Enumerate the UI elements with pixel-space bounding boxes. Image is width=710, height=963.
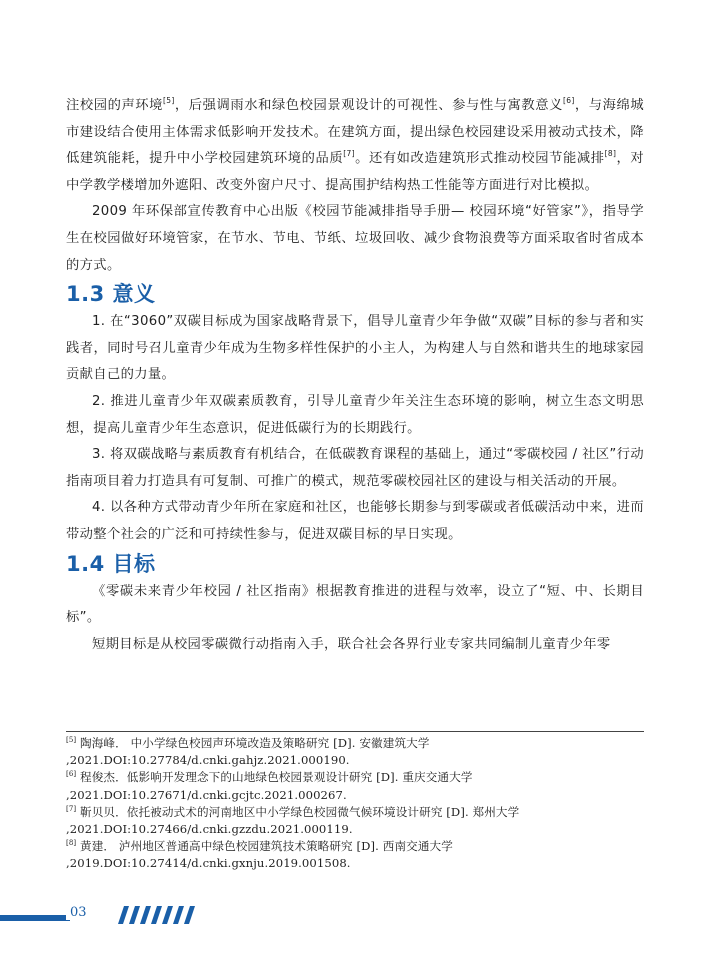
text-run: 注校园的声环境 [66, 98, 164, 113]
text-run: ，后强调雨水和绿色校园景观设计的可视性、参与性与寓教意义 [174, 98, 564, 113]
text-run: ，与海绵城市建设结合使用主体需求低影响开发技术。在建筑方面，提出绿色校园建设采用被动式技术，降低建筑能耗，提升中小学校园建筑环境的品质 [66, 98, 645, 167]
footnote-number: [8] [66, 839, 77, 848]
footnote-5 [66, 735, 644, 769]
significance-item-1: 1. 在“3060”双碳目标成为国家战略背景下，倡导儿童青少年争做“双碳”目标的参与者和实践者，同时号召儿童青少年成为生物多样性保护的小主人，为构建人与自然和谐共生的地球家园贡献自己的力量。 [66, 314, 644, 383]
footnote-text: 靳贝贝．依托被动式术的河南地区中小学绿色校园微气候环境设计研究 [D]. 郑州大学 ,2021.DOI:10.27466/d.cnki.gzzdu.2021.000119. [66, 804, 520, 837]
footnote-ref[interactable]: [7] [343, 149, 355, 159]
page-footer [0, 897, 710, 937]
goals-paragraph-1: 《零碳未来青少年校园 / 社区指南》根据教育推进的进程与效率，设立了“短、中、长期目标”。 [66, 583, 644, 626]
paragraph-intro-continued [66, 93, 644, 199]
footnote-ref[interactable]: [8] [604, 149, 617, 159]
goals-paragraph-2: 短期目标是从校园零碳微行动指南入手，联合社会各界行业专家共同编制儿童青少年零 [92, 636, 611, 652]
footer-accent-bar [0, 915, 70, 921]
footnote-7 [66, 804, 644, 838]
footnote-number: [5] [66, 736, 77, 744]
significance-item-2: 2. 推进儿童青少年双碳素质教育，引导儿童青少年关注生态环境的影响，树立生态文明思想，提高儿童青少年生态意识，促进低碳行为的长期践行。 [66, 393, 644, 436]
decorative-stripes [118, 906, 210, 924]
footnote-number: [7] [66, 804, 77, 813]
footnote-6 [66, 769, 644, 803]
footnote-ref[interactable]: [5] [163, 96, 175, 105]
significance-item-3: 3. 将双碳战略与素质教育有机结合，在低碳教育课程的基础上，通过“零碳校园 / 社区”行动指南项目着力打造具有可复制、可推广的模式，规范零碳校园社区的建设与相关活动的开展。 [66, 447, 644, 489]
footnotes [66, 731, 644, 873]
main-content [66, 93, 644, 658]
footnote-number: [6] [66, 770, 77, 779]
footnote-text: 黄建． 泸州地区普通高中绿色校园建筑技术策略研究 [D]. 西南交通大学 ,2019.DOI:10.27414/d.cnki.gxnju.2019.001508. [66, 839, 453, 871]
footnote-8 [66, 838, 644, 872]
page-number: 03 [66, 905, 91, 920]
footnote-text: 程俊杰．低影响开发理念下的山地绿色校园景观设计研究 [D]. 重庆交通大学 ,2021.DOI:10.27671/d.cnki.gcjtc.2021.000267. [66, 770, 473, 802]
footnote-text: 陶海峰． 中小学绿色校园声环境改造及策略研究 [D]. 安徽建筑大学 ,2021.DOI:10.27784/d.cnki.gahjz.2021.000190. [66, 736, 430, 768]
text-run: 。还有如改造建筑形式推动校园节能减排 [354, 151, 605, 167]
footnote-ref[interactable]: [6] [563, 96, 575, 105]
text-run: ，对中学教学楼增加外遮阳、改变外窗户尺寸、提高围护结构热工性能等方面进行对比模拟。 [66, 151, 645, 193]
paragraph-handbook: 2009 年环保部宣传教育中心出版《校园节能减排指导手册— 校园环境“好管家”》，指导学生在校园做好环境管家，在节水、节电、节纸、垃圾回收、减少食物浪费等方面采取省时省成本的方式。 [66, 204, 644, 273]
section-heading-1-4: 1.4 目标 [66, 551, 156, 576]
significance-item-4: 4. 以各种方式带动青少年所在家庭和社区，也能够长期参与到零碳或者低碳活动中来，进而带动整个社会的广泛和可持续性参与，促进双碳目标的早日实现。 [66, 500, 644, 542]
section-heading-1-3: 1.3 意义 [66, 282, 156, 307]
